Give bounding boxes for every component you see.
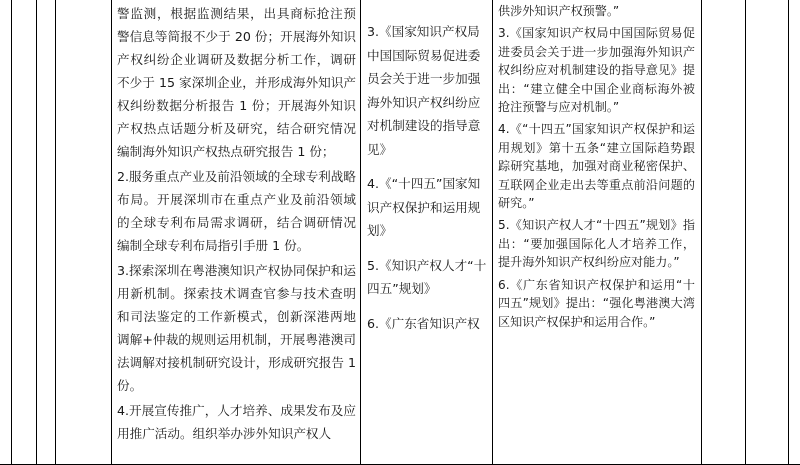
provision-item: 供涉外知识产权预警。” [498, 4, 620, 18]
basis-item: 5.《知识产权人才“十四五”规划》 [367, 257, 487, 296]
column-divider [36, 0, 37, 465]
provision-item: 3.《国家知识产权局中国国际贸易促进委员会关于进一步加强海外知识产权纠纷应对机制建设的指导意见》提出：“建立健全中国企业商标海外被抢注预警与应对机制。” [498, 26, 695, 115]
table-border [788, 0, 789, 465]
measure-paragraph: 3.探索深圳在粤港澳知识产权协同保护和运用新机制。探索技术调查官参与技术查明和司法鉴定的工作新模式，创新深港两地调解+仲裁的规则运用机制，开展粤港澳司法调解对接机制研究设计，形成研究报告 1 份。 [117, 263, 356, 393]
measures-cell [113, 0, 360, 445]
basis-item: 3.《国家知识产权局中国国际贸易促进委员会关于进一步加强海外知识产权纠纷应对机制建设的指导意见》 [367, 24, 481, 157]
measure-paragraph: 2.服务重点产业及前沿领域的全球专利战略布局。开展深圳市在重点产业及前沿领域的全球专利布局需求调研，结合调研情况编制全球专利布局指引手册 1 份。 [117, 169, 356, 253]
basis-cell [361, 0, 492, 346]
measure-paragraph: 警监测，根据监测结果，出具商标抢注预警信息等简报不少于 20 份；开展海外知识产权纠纷企业调研及数据分析工作，调研不少于 15 家深圳企业，并形成海外知识产权纠纷数据分析报告 1 份；开展海外知识产权热点话题分析及研究，结合研究情况编制海外知识产权热点研究报告 1 份； [117, 6, 356, 159]
provision-item: 4.《“十四五”国家知识产权保护和运用规划》第十五条“建立国际趋势跟踪研究基地，加强对商业秘密保护、互联网企业走出去等重点前沿问题的研究。” [498, 122, 695, 211]
column-divider [745, 0, 746, 465]
provisions-cell [493, 0, 699, 335]
provision-item: 5.《知识产权人才“十四五”规划》指出：“要加强国际化人才培养工作，提升海外知识产权纠纷应对能力。” [498, 218, 695, 270]
column-divider [701, 0, 702, 465]
measure-paragraph: 4.开展宣传推广，人才培养、成果发布及应用推广活动。组织举办涉外知识产权人 [117, 403, 356, 441]
basis-item: 4.《“十四五”国家知识产权保护和运用规划》 [367, 176, 481, 238]
basis-item: 6.《广东省知识产权 [367, 315, 480, 331]
column-divider [111, 0, 112, 465]
table-border [11, 0, 12, 465]
provision-item: 6.《广东省知识产权保护和运用“十四五”规划》提出：“强化粤港澳大湾区知识产权保护和运用合作。” [498, 277, 695, 329]
column-divider [55, 0, 56, 465]
